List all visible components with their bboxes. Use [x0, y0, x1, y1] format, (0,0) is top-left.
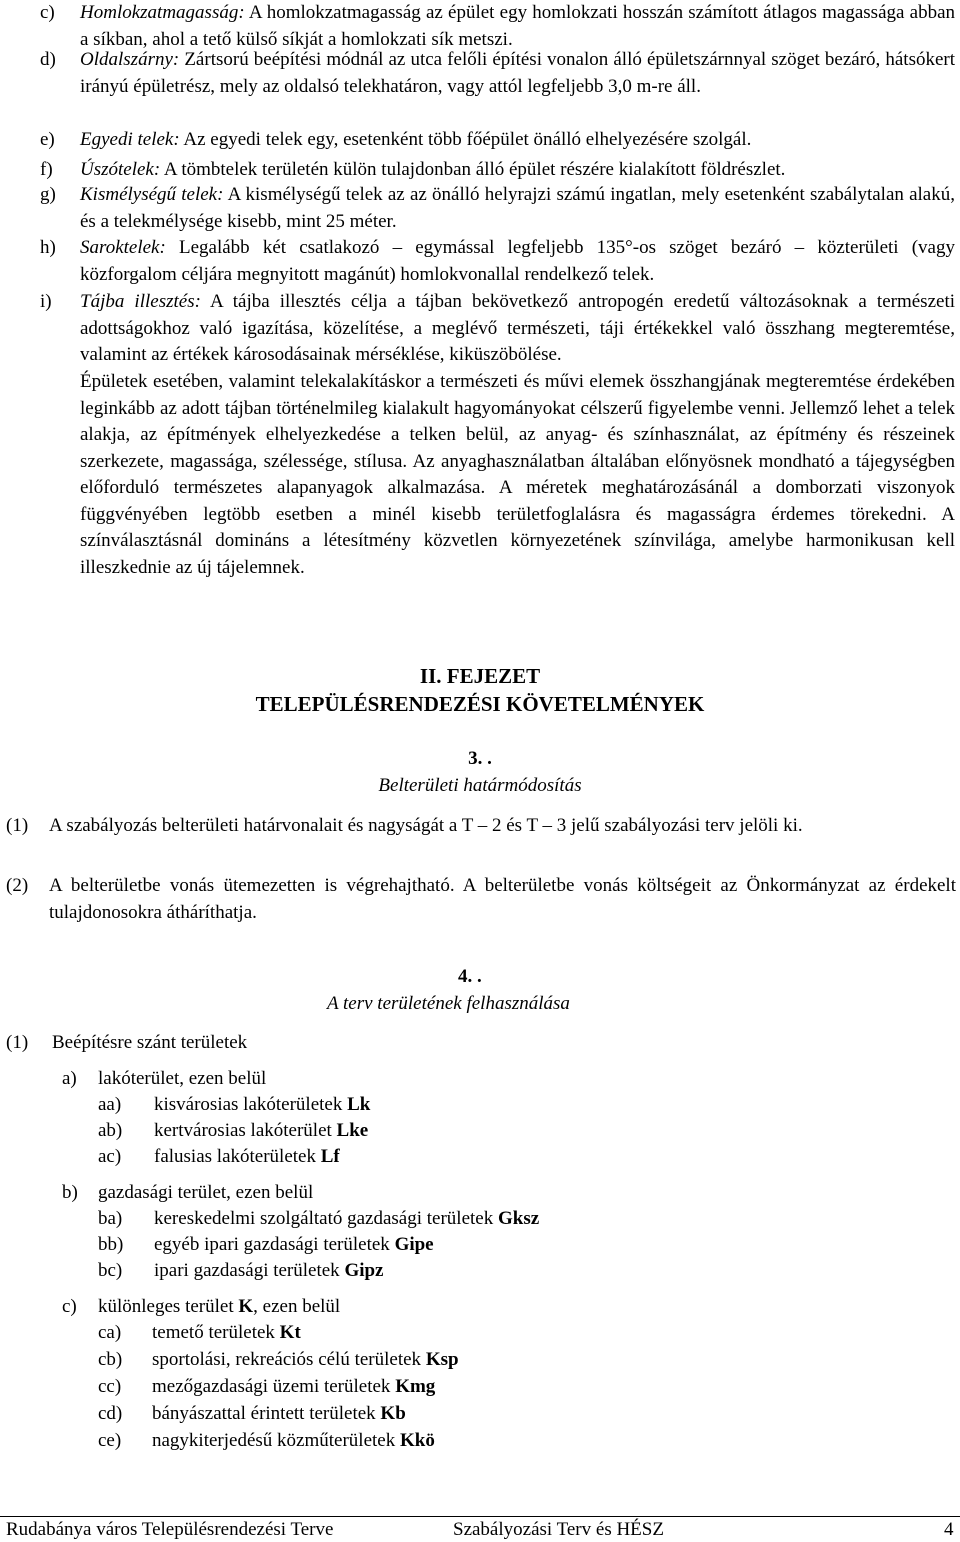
definition-term: Oldalszárny: — [80, 49, 180, 70]
definition-g — [40, 182, 955, 235]
definition-term: Kismélységű telek: — [80, 184, 224, 205]
list-item: egyéb ipari gazdasági területek Gipe — [154, 1234, 434, 1255]
list-item: nagykiterjedésű közműterületek Kkö — [152, 1430, 435, 1451]
landscape-paragraph: Épületek esetében, valamint telekalakításkor a természeti és művi elemek összhangjának megteremtése érdekében leginkább az adott tájban történelmileg kialakult hagyományokat célszerű figyelembe venni. Jellemző lehet a telek alakja, az építmények elhelyezkedése a telken belül, az anyag- és színhasználat, az építmény és részeinek szerkezete, magassága, szélessége, stílusa. Az anyaghasználatban általában előnyösnek mondható a tájegységben előforduló természetes alapanyagok alkalmazása. A méretek meghatározásánál a domborzati viszonyok függvényében legtöbb esetben a minél kisebb területfoglalásra és magasságra érdemes törekedni. A színválasztásnál domináns a létesítmény közvetlen környezetének színvilága, amelybe harmonikusan kell illeszkednie az új tájelemnek. — [80, 371, 955, 578]
footer-document-title: Rudabánya város Településrendezési Terve — [6, 1519, 334, 1540]
list-marker: i) — [40, 291, 52, 312]
page-number: 4 — [944, 1519, 954, 1540]
section-3-number: 3. . — [468, 748, 492, 769]
section-4-title: A terv területének felhasználása — [327, 993, 570, 1014]
group-a-marker: a) — [62, 1068, 77, 1089]
definition-c — [40, 0, 955, 53]
document-page: c) Homlokzatmagasság: A homlokzatmagasság az épület egy homlokzati hosszán számított átlagos magassága abban a síkban, ahol a tető külső síkját a homlokzati sík metszi. d) Oldalszárny: Zártsorú beépítési módnál az utca felőli építési vonalon álló épületszárnnyal szöget bezáró, hátsókert irányú épületrész, mely az oldalsó telekhatáron, vagy attól legfeljebb 3,0 m-re áll. e) Egyedi telek: Az egyedi telek egy, esetenként több főépület önálló elhelyezésére szolgál. f) Úszótelek: A tömbtelek területén külön tulajdonban álló épület részére kialakított földrészlet. g) Kismélységű telek: A kismélységű telek az az önálló helyrajzi számú ingatlan, mely esetenként szabálytalan alakú, és a telekmélysége kisebb, mint 25 méter. h) Saroktelek: Legalább két csatlakozó – egymással legfeljebb 135°-os szöget bezáró – közterületi (vagy közforgalom céljára megnyitott magánút) homlokvonallal rendelkező telek. i) Tájba illesztés: A tájba illesztés célja a tájban bekövetkező antropogén eredetű változásoknak a természeti adottságokhoz való igazítása, közelítése, a meglévő természeti, táji értékekkel való összhang megteremtése, valamint az értékek károsodásainak mérséklése, kiküszöbölése. Épületek esetében, valamint telekalakításkor a természeti és művi elemek összhangjának megteremtése érdekében leginkább az adott tájban történelmileg kialakult hagyományokat célszerű figyelembe venni. Jellemző lehet a telek alakja, az építmények elhelyezkedése a telken belül, az anyag- és színhasználat, az építmény és részeinek szerkezete, magassága, szélessége, stílusa. Az anyaghasználatban általában előnyösnek mondható a tájegységben előforduló természetes alapanyagok alkalmazása. A méretek meghatározásánál a domborzati viszonyok függvényében legtöbb esetben a minél kisebb területfoglalásra és magasságra érdemes törekedni. A színválasztásnál domináns a létesítmény közvetlen környezetének színvilága, amelybe harmonikusan kell illeszkednie az új tájelemnek. II. FEJEZET TELEPÜLÉSRENDEZÉSI KÖVETELMÉNYEK 3. . Belterületi határmódosítás (1) A szabályozás belterületi határvonalait és nagyságát a T – 2 és T – 3 jelű szabályozási terv jelöli ki. (2) A belterületbe vonás ütemezetten is végrehajtható. A belterületbe vonás költségeit az Önkormányzat az érdekelt tulajdonosokra átháríthatja. 4. . A terv területének felhasználása (1) Beépítésre szánt területek a) lakóterület, ezen belül aa) kisvárosias lakóterületek Lk ab) kertvárosias lakóterület Lke ac) falusias lakóterületek Lf b) gazdasági terület, ezen belül ba) kereskedelmi szolgáltató gazdasági területek Gksz bb) egyéb ipari gazdasági területek Gipe bc) ipari gazdasági területek Gipz c) különleges terület K, ezen belül ca) temető területek Kt cb) sportolási, rekreációs célú területek Ksp cc) mezőgazdasági üzemi területek Kmg cd) bányászattal érintett területek Kb ce) nagykiterjedésű közműterületek Kkö Rudabánya város Településrendezési Terve Szabályozási Terv és HÉSZ 4 — [0, 0, 960, 1541]
paragraph-text: A szabályozás belterületi határvonalait és nagyságát a T – 2 és T – 3 jelű szabályozási terv jelöli ki. — [49, 815, 803, 836]
paragraph-marker: (2) — [6, 875, 29, 896]
list-marker: e) — [40, 129, 55, 150]
paragraph-text: Beépítésre szánt területek — [52, 1032, 248, 1053]
list-item: bc) — [98, 1260, 123, 1281]
definition-i — [40, 289, 955, 369]
list-item: ba) — [98, 1208, 123, 1229]
definition-text: A homlokzatmagasság az épület egy homlokzati hosszán számított átlagos magassága abban a síkban, ahol a tető külső síkját a homlokzati sík metszi. — [80, 2, 955, 50]
list-item: ipari gazdasági területek Gipz — [154, 1260, 384, 1281]
definition-text: A tájba illesztés célja a tájban bekövetkező antropogén eredetű változásoknak a természeti adottságokhoz való igazítása, közelítése, a meglévő természeti, táji értékekkel való összhang megteremtése, valamint az értékek károsodásainak mérséklése, kiküszöbölése. — [80, 291, 955, 365]
list-marker: h) — [40, 237, 56, 258]
definition-text: Legalább két csatlakozó – egymással legfeljebb 135°-os szöget bezáró – közterületi (vagy közforgalom céljára megnyitott magánút) homlokvonallal rendelkező telek. — [80, 237, 955, 285]
footer-section-title: Szabályozási Terv és HÉSZ — [453, 1519, 664, 1540]
group-a-text: lakóterület, ezen belül — [98, 1068, 267, 1089]
list-item: kertvárosias lakóterület Lke — [154, 1120, 369, 1141]
list-item: bányászattal érintett területek Kb — [152, 1403, 406, 1424]
section-3-title: Belterületi határmódosítás — [378, 775, 582, 796]
list-item: cd) — [98, 1403, 123, 1424]
definition-e — [40, 127, 955, 154]
list-marker: d) — [40, 49, 56, 70]
definition-term: Homlokzatmagasság: — [80, 2, 245, 23]
definition-d — [40, 47, 955, 100]
section-3-paragraph-1 — [6, 813, 956, 840]
paragraph-text: A belterületbe vonás ütemezetten is végrehajtható. A belterületbe vonás költségeit az Önkormányzat az érdekelt tulajdonosokra átháríthatja. — [49, 875, 956, 923]
list-item: ac) — [98, 1146, 122, 1167]
list-item: ca) — [98, 1322, 122, 1343]
definition-term: Egyedi telek: — [80, 129, 180, 150]
definition-term: Tájba illesztés: — [80, 291, 201, 312]
paragraph-marker: (1) — [6, 815, 29, 836]
paragraph-marker: (1) — [6, 1032, 29, 1053]
list-item: temető területek Kt — [152, 1322, 301, 1343]
list-item: cc) — [98, 1376, 122, 1397]
section-4-paragraph-1 — [6, 1030, 28, 1057]
group-c-text: különleges terület K, ezen belül — [98, 1296, 341, 1317]
list-item: aa) — [98, 1094, 122, 1115]
group-c-marker: c) — [62, 1296, 77, 1317]
section-3-paragraph-2 — [6, 873, 956, 926]
list-item: falusias lakóterületek Lf — [154, 1146, 340, 1167]
list-item: kereskedelmi szolgáltató gazdasági területek Gksz — [154, 1208, 540, 1229]
list-item: cb) — [98, 1349, 123, 1370]
list-item: sportolási, rekreációs célú területek Ksp — [152, 1349, 459, 1370]
definition-term: Úszótelek: — [80, 159, 161, 180]
definition-text: Zártsorú beépítési módnál az utca felőli építési vonalon álló épületszárnnyal szöget bezáró, hátsókert irányú épületrész, mely az oldalsó telekhatáron, vagy attól legfeljebb 3,0 m-re áll. — [80, 49, 956, 97]
group-b-text: gazdasági terület, ezen belül — [98, 1182, 314, 1203]
list-item: kisvárosias lakóterületek Lk — [154, 1094, 371, 1115]
list-marker: c) — [40, 2, 55, 23]
list-item: ab) — [98, 1120, 123, 1141]
chapter-title: TELEPÜLÉSRENDEZÉSI KÖVETELMÉNYEK — [255, 692, 705, 716]
list-marker: f) — [40, 159, 53, 180]
definition-term: Saroktelek: — [80, 237, 166, 258]
definition-text: A tömbtelek területén külön tulajdonban álló épület részére kialakított földrészlet. — [163, 159, 786, 180]
chapter-number: II. FEJEZET — [419, 664, 541, 688]
definition-text: Az egyedi telek egy, esetenként több főépület önálló elhelyezésére szolgál. — [183, 129, 752, 150]
list-item: mezőgazdasági üzemi területek Kmg — [152, 1376, 436, 1397]
list-item: bb) — [98, 1234, 124, 1255]
footer-divider — [0, 1516, 960, 1517]
list-marker: g) — [40, 184, 56, 205]
definition-text: A kismélységű telek az az önálló helyrajzi számú ingatlan, mely esetenként szabálytalan alakú, és a telekmélysége kisebb, mint 25 méter. — [80, 184, 955, 232]
definition-f — [40, 157, 955, 184]
list-item: ce) — [98, 1430, 122, 1451]
group-b-marker: b) — [62, 1182, 78, 1203]
definition-h — [40, 235, 955, 288]
